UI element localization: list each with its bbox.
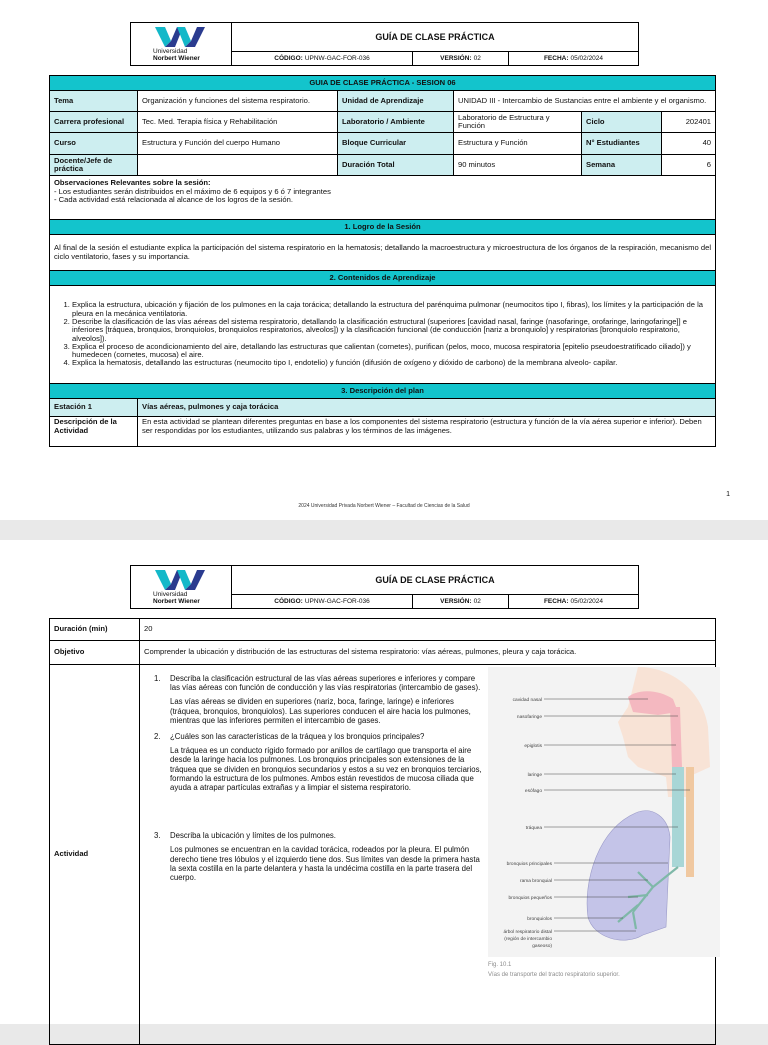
fig-label-bronquiolos: bronquiolos [527,917,552,922]
ciclo-label: Ciclo [586,116,605,126]
fig-label-nasofaringe: nasofaringe [516,715,542,720]
university-name [153,48,200,62]
question-3: Describa la ubicación y límites de los pulmones. [170,831,336,841]
ciclo-value: 202401 [662,112,716,133]
logro-text: Al final de la sesión el estudiante explica la participación del sistema respiratorio en la hematosis; detallando la macroestructura y microestructura de los órganos de la respiración, mecanismo del ciclo ventilatorio, fases y su importancia. [50,235,716,271]
document-header [130,22,639,66]
contenido-item: 1. Explica la estructura, ubicación y fijación de los pulmones en la caja torácica; detallando la estructura del parénquima pulmonar (neumocitos tipo I, fibras), los límites y la participación de la pleura en la mecánica ventilatoria. [72,301,707,318]
estacion-value: Vías aéreas, pulmones y caja torácica [142,402,279,412]
codigo-value: UPNW-GAC-FOR-036 [304,598,370,605]
figure-caption: Vías de transporte del tracto respiratorio superior. [488,971,620,978]
contenidos-list-cell [50,286,716,384]
obs-title: Observaciones Relevantes sobre la sesión: [54,178,211,187]
unidad-value: UNIDAD III - Intercambio de Sustancias entre el ambiente y el organismo. [454,91,716,112]
version-label: VERSIÓN: [440,598,472,605]
fig-label-rama-bronquial: rama bronquial [520,879,552,884]
codigo-label: CÓDIGO: [274,55,303,62]
docente-label: Docente/Jefe de práctica [54,155,113,173]
university-logo [131,566,232,608]
semana-value: 6 [662,155,716,176]
plan-header: 3. Descripción del plan [50,384,716,399]
document-meta-row [232,52,638,65]
codigo-value: UPNW-GAC-FOR-036 [304,55,370,62]
observaciones [50,176,716,220]
fecha-label: FECHA: [543,598,569,605]
fecha-value: 05/02/2024 [570,55,604,62]
contenidos-list [54,301,707,367]
nest-value: 40 [662,133,716,155]
contenido-item: 2. Describe la clasificación de las vías aéreas del sistema respiratorio, detallando la clasificación estructural (superiores [cavidad nasal, faringe (nasofaringe, orofaringe, laringofaringe]] e inferiores [tráquea, bronquios, bronquiolos, bronquiolos respiratorios, alveolos]) y la clasificación funcional (de conducción [nariz a bronquiolo] y respiratorias [bronquiolo respiratorio, alveolos]). [72,318,707,343]
respiratory-tract-illustration [488,667,720,957]
actividad-label: Actividad [54,849,89,859]
page-footer: 2024 Universidad Privada Norbert Wiener – Facultad de Ciencias de la Salud [298,503,470,509]
university-logo [131,23,232,65]
logo-mark-icon [155,27,205,47]
duracion-total-label: Duración Total [342,159,395,169]
version-value: 02 [473,598,481,605]
descripcion-value: En esta actividad se plantean diferentes preguntas en base a los componentes del sistema respiratorio (estructura y función de la vía aérea superior e inferior). Deben ser respondidas por los estudiantes, utilizando sus palabras y los términos de las imágenes. [138,417,716,447]
answer-3: Los pulmones se encuentran en la cavidad torácica, rodeados por la pleura. El pulmón derecho tiene tres lóbulos y el izquierdo tiene dos. Sus límites van desde la primera hasta la sexta costilla en la parte delantera y hasta la undécima costilla en la parte trasera del cuerpo. [170,845,480,883]
fig-label-epiglotis: epiglotis [524,744,542,749]
duracion-min-value: 20 [140,619,716,641]
descripcion-label: Descripción de la Actividad [54,417,117,435]
university-line1: Universidad [153,48,188,55]
fecha-value: 05/02/2024 [570,598,604,605]
university-line1: Universidad [153,591,188,598]
objetivo-value: Comprender la ubicación y distribución de las estructuras del sistema respiratorio: vías aéreas, pulmones, pleura y caja torácica. [140,641,716,665]
fig-label-bronquios-pequenos: bronquios pequeños [508,896,552,901]
question-1: Describa la clasificación estructural de las vías aéreas superiores e inferiores y compare las vías aéreas con función de conducción y las vías respiratorias (intercambio de gases). [170,674,481,693]
nest-label: N° Estudiantes [586,138,640,148]
obs-line-2: - Cada actividad está relacionada al alcance de los logros de la sesión. [54,195,293,204]
tema-value: Organización y funciones del sistema respiratorio. [138,91,338,112]
answer-1: Las vías aéreas se dividen en superiores (nariz, boca, faringe, laringe) e inferiores (tráquea, bronquios, bronquiolos). Las superiores conducen el aire hacia los pulmones, mientras que las inferiores permiten el intercambio de gases. [170,697,471,725]
document-title: GUÍA DE CLASE PRÁCTICA [232,566,638,595]
tema-label: Tema [54,95,74,105]
fig-label-esofago: esófago [524,789,542,794]
objetivo-label: Objetivo [54,647,85,657]
lab-value: Laboratorio de Estructura y Función [454,112,582,133]
docente-value [138,155,338,176]
document-header [130,565,639,609]
contenido-item: 4. Explica la hematosis, detallando las estructuras (neumocito tipo I, endotelio) y función (difusión de oxígeno y dióxido de carbono) de la membrana alveolo- capilar. [72,359,707,367]
contenidos-header: 2. Contenidos de Aprendizaje [50,271,716,286]
logro-header: 1. Logro de la Sesión [50,220,716,235]
fig-label-traquea: tráquea [525,826,542,831]
activity-questions [154,674,484,889]
fig-label-bronquios-principales: bronquios principales [506,862,552,867]
fig-label-cavidad-nasal: cavidad nasal [512,698,542,703]
contenido-item: 3. Explica el proceso de acondicionamiento del aire, detallando las estructuras que calientan (cornetes), purifican (pelos, moco, mucosa respiratoria [epitelio pseudoestratificado ciliado]) y humedecen (cornetes, mucosa) el aire. [72,343,707,360]
curso-value: Estructura y Función del cuerpo Humano [138,133,338,155]
document-meta-row [232,595,638,608]
fecha-label: FECHA: [543,55,569,62]
respiratory-figure [488,667,720,978]
activity-table [49,618,716,1045]
curso-label: Curso [54,138,76,148]
page-1 [0,0,768,520]
university-line2: Norbert Wiener [153,55,200,62]
fig-label-laringe: laringe [527,773,542,778]
q3-number: 3. [154,831,161,841]
duracion-total-value: 90 minutos [454,155,582,176]
university-name [153,591,200,605]
version-label: VERSIÓN: [440,55,472,62]
semana-label: Semana [586,159,616,169]
fig-label-gaseoso: gaseoso) [532,944,552,949]
fig-label-region-intercambio: (región de intercambio [504,937,552,942]
q2-number: 2. [154,732,161,742]
bloque-label: Bloque Curricular [342,138,407,148]
session-table [49,75,716,447]
logo-mark-icon [155,570,205,590]
codigo-label: CÓDIGO: [274,598,303,605]
estacion-label: Estación 1 [54,402,92,412]
university-line2: Norbert Wiener [153,598,200,605]
page-number: 1 [726,491,730,498]
page-2 [0,540,768,1024]
duracion-min-label: Duración (min) [54,624,108,634]
fig-label-arbol-respiratorio: árbol respiratorio distal [503,930,552,935]
question-2: ¿Cuáles son las características de la tráquea y los bronquios principales? [170,732,425,742]
unidad-label: Unidad de Aprendizaje [342,95,424,105]
answer-2: La tráquea es un conducto rígido formado por anillos de cartílago que transporta el aire desde la laringe hacia los pulmones. Los bronquios principales son extensiones de la tráquea que se dividen en bronquios secundarios y estos a su vez en bronquios terciarios, formando la estructura de los pulmones. Ambos están revestidos de mucosa ciliada que ayuda a atrapar partículas extrañas y a limpiar el sistema respiratorio. [170,746,482,793]
bloque-value: Estructura y Función [454,133,582,155]
carrera-label: Carrera profesional [54,116,125,126]
q1-number: 1. [154,674,161,683]
version-value: 02 [473,55,481,62]
figure-caption-number: Fig. 10.1 [488,961,512,968]
document-title: GUÍA DE CLASE PRÁCTICA [232,23,638,52]
carrera-value: Tec. Med. Terapia física y Rehabilitación [138,112,338,133]
session-banner: GUIA DE CLASE PRÁCTICA - SESION 06 [50,76,716,91]
obs-line-1: - Los estudiantes serán distribuidos en el máximo de 6 equipos y 6 ó 7 integrantes [54,186,331,196]
lab-label: Laboratorio / Ambiente [342,116,425,126]
